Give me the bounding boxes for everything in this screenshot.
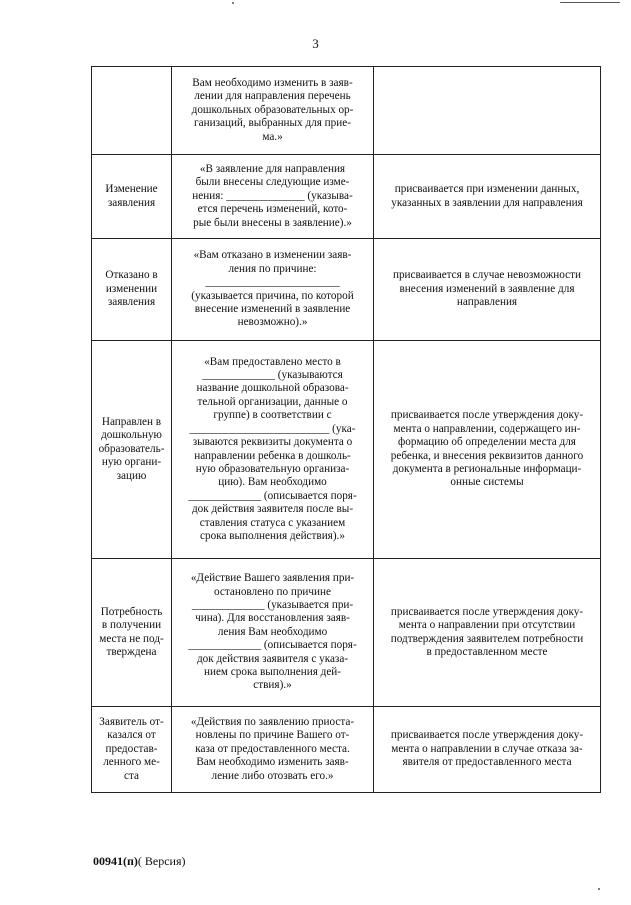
rule-cell: присваивается после утверждения доку- мента о направлении при отсутствии подтверждения заявителем потребности в предоставленном месте (374, 559, 601, 707)
message-cell: Вам необходимо изменить в заяв- лении для направления перечень дошкольных образовательных ор- ганизаций, выбранных для прие- ма.» (172, 67, 374, 155)
message-cell: «Вам предоставлено место в _____________ (указываются название дошкольной образова- тельной организации, данные о группе) в соответствии с _________________________ (ука- зываются реквизиты документа о направлении ребенка в дошколь- ную образовательную организа- цию). Вам необходимо _____________ (описывается поря- док действия заявителя после вы- ставления статуса с указанием срока выполнения действия).» (172, 341, 374, 559)
rule-cell (374, 67, 601, 155)
rule-cell: присваивается в случае невозможности внесения изменений в заявление для направления (374, 239, 601, 341)
table-row (92, 155, 601, 239)
scan-speck (598, 888, 600, 890)
rule-cell: присваивается при изменении данных, указанных в заявлении для направления (374, 155, 601, 239)
document-footer (93, 854, 186, 869)
document-version: ( Версия) (137, 854, 186, 868)
message-cell: «Действие Вашего заявления при- остановлено по причине _____________ (указывается при- чина). Для восстановления заяв- ления Вам необходимо _____________ (описывается поря- док действия заявителя с указа- нием срока выполнения дей- ствия).» (172, 559, 374, 707)
status-cell: Отказано в изменении заявления (92, 239, 172, 341)
status-cell: Изменение заявления (92, 155, 172, 239)
rule-cell: присваивается после утверждения доку- мента о направлении, содержащего ин- формацию об определении места для ребенка, и внесения реквизитов данного документа в региональные информаци- онные системы (374, 341, 601, 559)
status-cell: Потребность в получении места не под- тверждена (92, 559, 172, 707)
status-cell: Заявитель от- казался от предостав- ленного ме- ста (92, 707, 172, 793)
table-row (92, 559, 601, 707)
table-row (92, 341, 601, 559)
status-table (91, 66, 601, 793)
message-cell: «Вам отказано в изменении заяв- ления по причине: ________________________ (указывается причина, по которой внесение изменений в заявление невозможно).» (172, 239, 374, 341)
message-cell: «Действия по заявлению приоста- новлены по причине Вашего от- каза от предоставленного места. Вам необходимо изменить заяв- ление либо отозвать его.» (172, 707, 374, 793)
table-row (92, 67, 601, 155)
document-code: 00941(п) (93, 854, 138, 868)
scan-speck (232, 2, 234, 4)
message-cell: «В заявление для направления были внесены следующие изме- нения: ______________ (указыва- ется перечень изменений, кото- рые были внесены в заявление).» (172, 155, 374, 239)
status-cell (92, 67, 172, 155)
scan-speck (560, 2, 620, 3)
table-row (92, 239, 601, 341)
table-row (92, 707, 601, 793)
rule-cell: присваивается после утверждения доку- мента о направлении в случае отказа за- явителя от предоставленного места (374, 707, 601, 793)
page-number: 3 (312, 36, 319, 51)
status-cell: Направлен в дошкольную образователь- ную органи- зацию (92, 341, 172, 559)
